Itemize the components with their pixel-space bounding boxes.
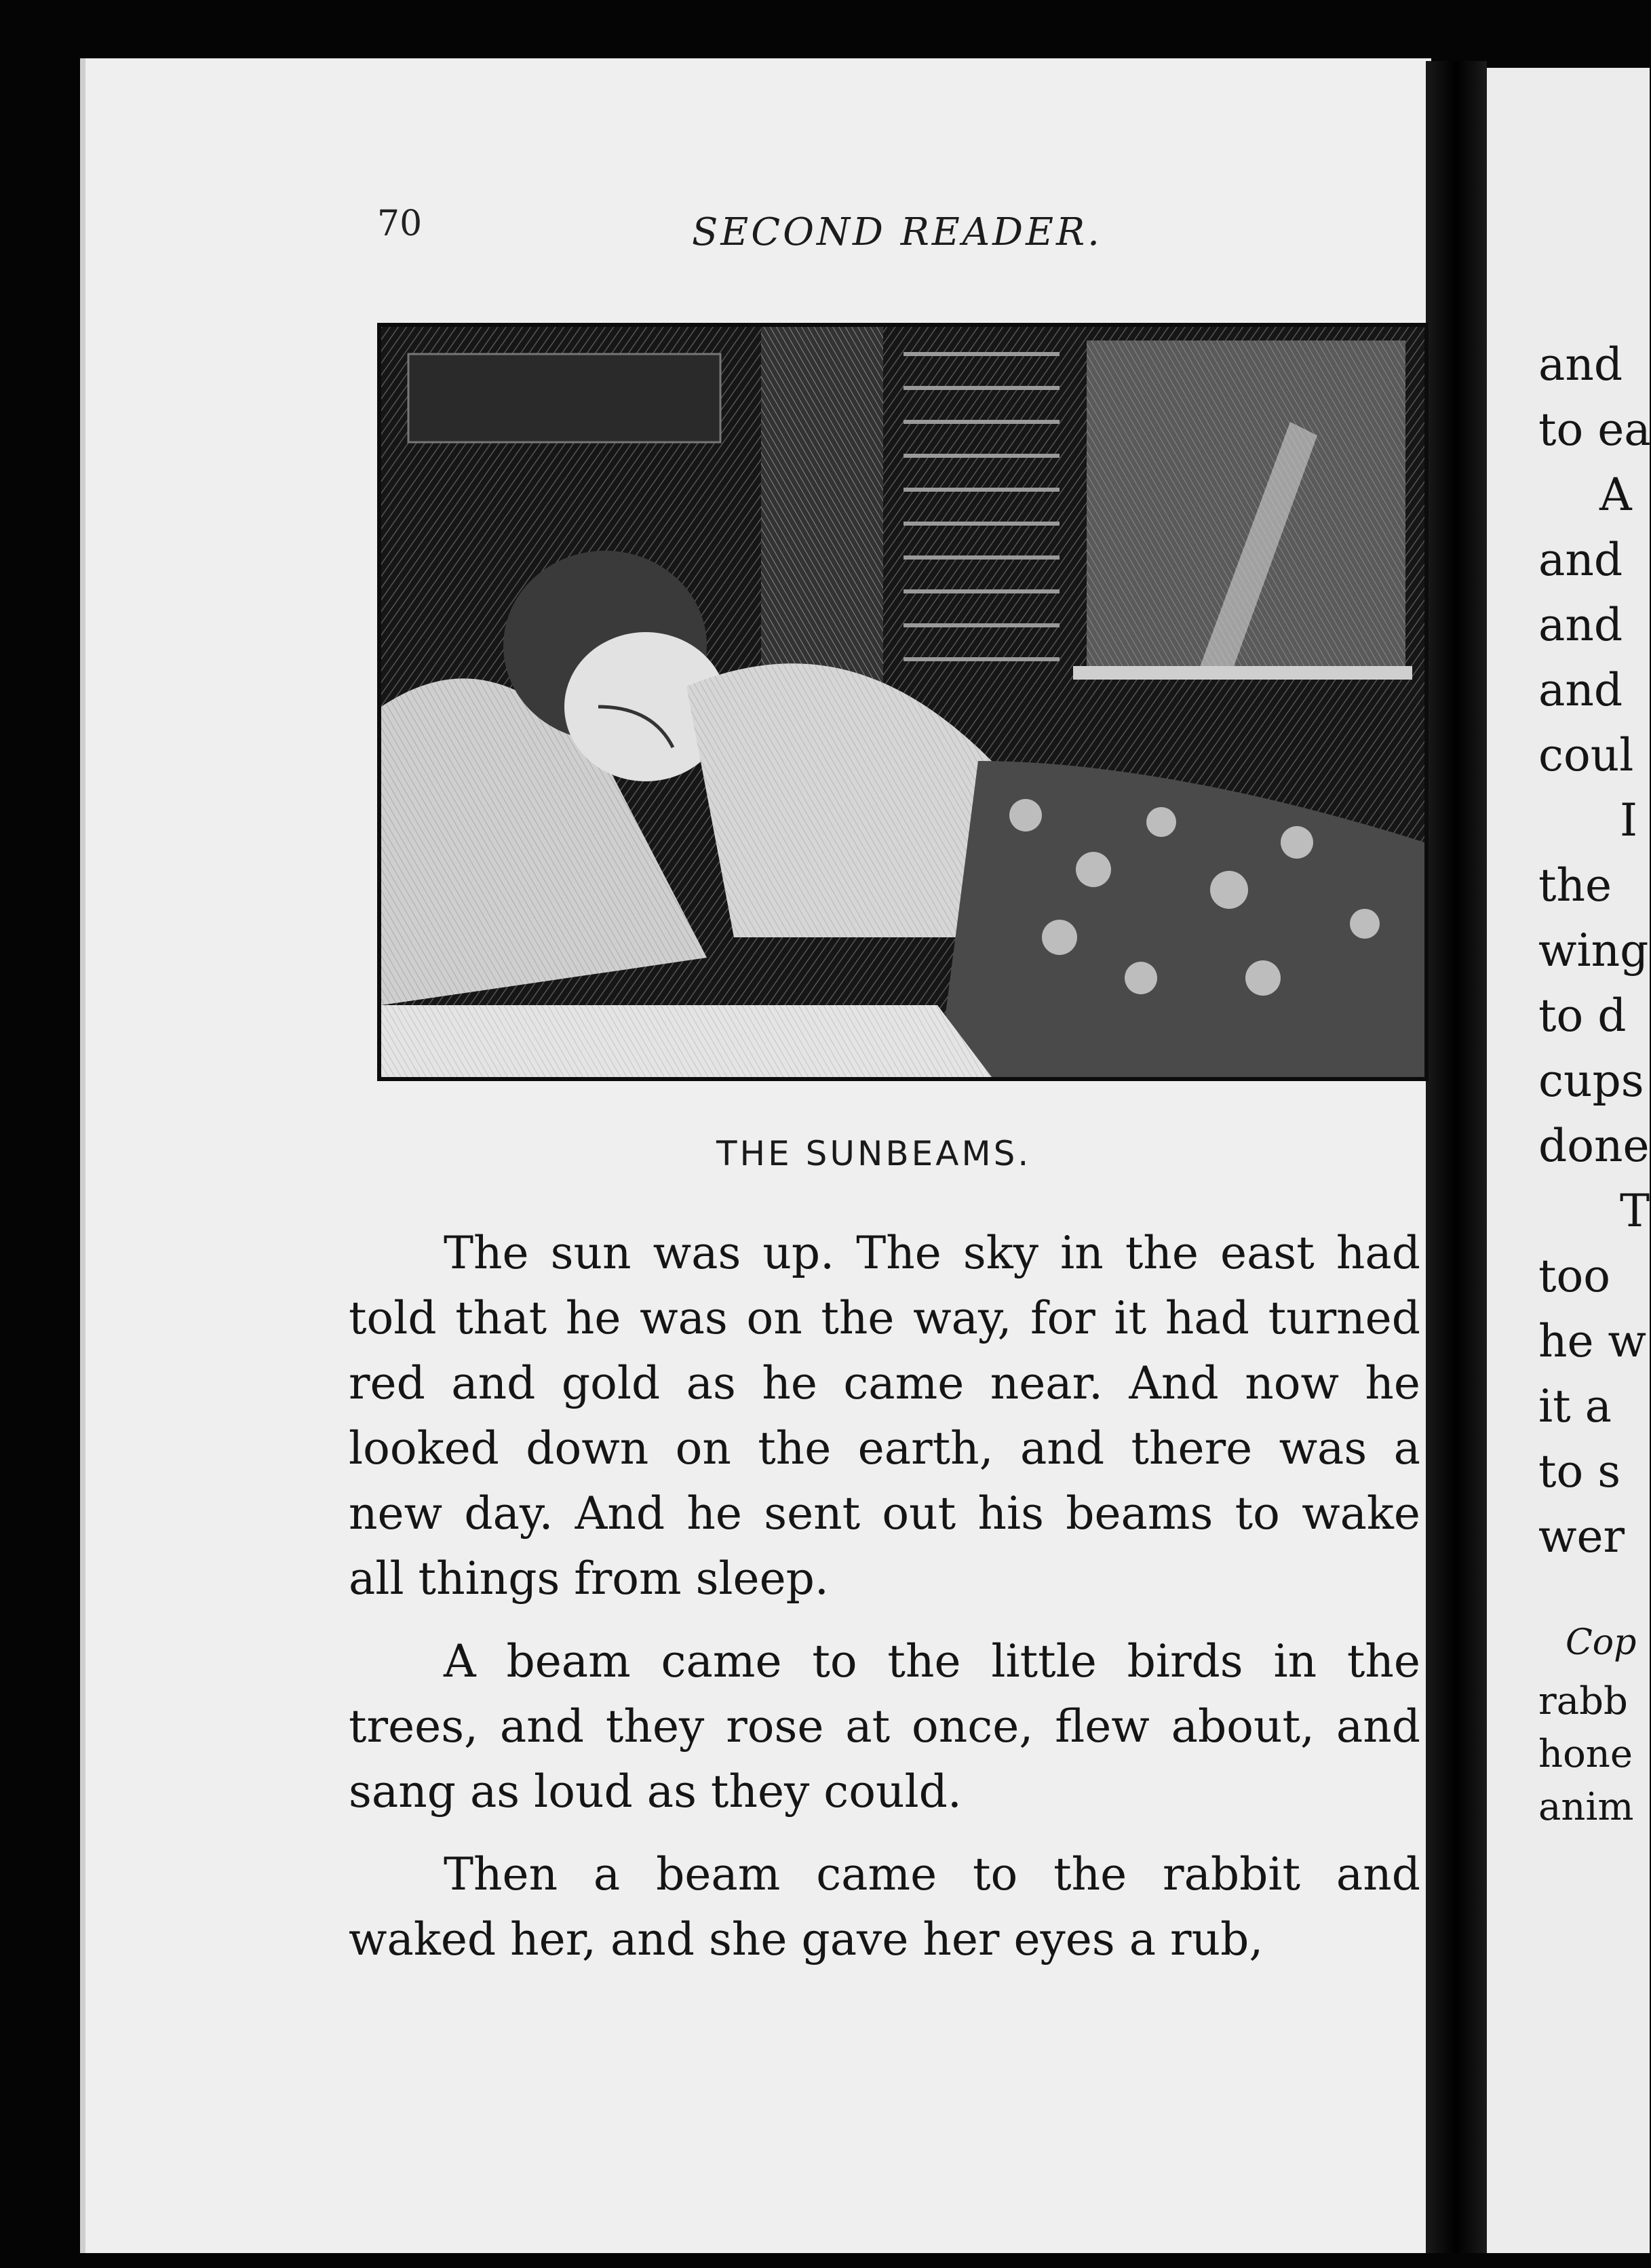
- text-fragment: to d: [1538, 990, 1627, 1042]
- text-fragment: cups: [1538, 1055, 1644, 1107]
- paragraph: Then a beam came to the rabbit and waked her, and she gave her eyes a rub,: [349, 1848, 1420, 1966]
- text-fragment: anim: [1538, 1785, 1634, 1829]
- text-fragment: and: [1538, 664, 1623, 716]
- text-fragment: and: [1538, 338, 1623, 391]
- text-fragment: hone: [1538, 1732, 1633, 1776]
- text-fragment: the: [1538, 859, 1612, 912]
- text-fragment: he w: [1538, 1315, 1647, 1367]
- text-fragment: to ea: [1538, 404, 1651, 456]
- text-fragment: done: [1538, 1120, 1650, 1172]
- text-fragment: and: [1538, 599, 1623, 651]
- paragraph: The sun was up. The sky in the east had told that he was on the way, for it had turned red and gold as he came near. And now he looked down on the earth, and there was a new day. And he sent out his beams to wake all things from sleep.: [349, 1227, 1420, 1605]
- sleeping-boy-illustration: [377, 323, 1429, 1081]
- book-gutter: [1426, 61, 1487, 2253]
- running-head: SECOND READER.: [692, 210, 1102, 254]
- right-page-text-fragments: [1538, 332, 1651, 1834]
- text-fragment: Cop: [1566, 1622, 1637, 1663]
- text-fragment: A: [1599, 469, 1632, 521]
- text-fragment: coul: [1538, 729, 1634, 781]
- text-fragment: to s: [1538, 1445, 1621, 1498]
- text-fragment: I: [1620, 794, 1638, 846]
- text-fragment: T: [1620, 1185, 1650, 1237]
- illustration-caption: THE SUNBEAMS.: [716, 1134, 1032, 1173]
- text-fragment: wing: [1538, 924, 1649, 977]
- paragraph: A beam came to the little birds in the trees, and they rose at once, flew about, and sang as loud as they could.: [349, 1635, 1420, 1818]
- text-fragment: it a: [1538, 1380, 1612, 1432]
- text-fragment: rabb: [1538, 1679, 1628, 1723]
- page-number: 70: [377, 203, 423, 244]
- text-fragment: and: [1538, 534, 1623, 586]
- text-fragment: wer: [1538, 1510, 1625, 1563]
- text-fragment: too: [1538, 1250, 1610, 1302]
- body-text: [349, 1221, 1420, 1990]
